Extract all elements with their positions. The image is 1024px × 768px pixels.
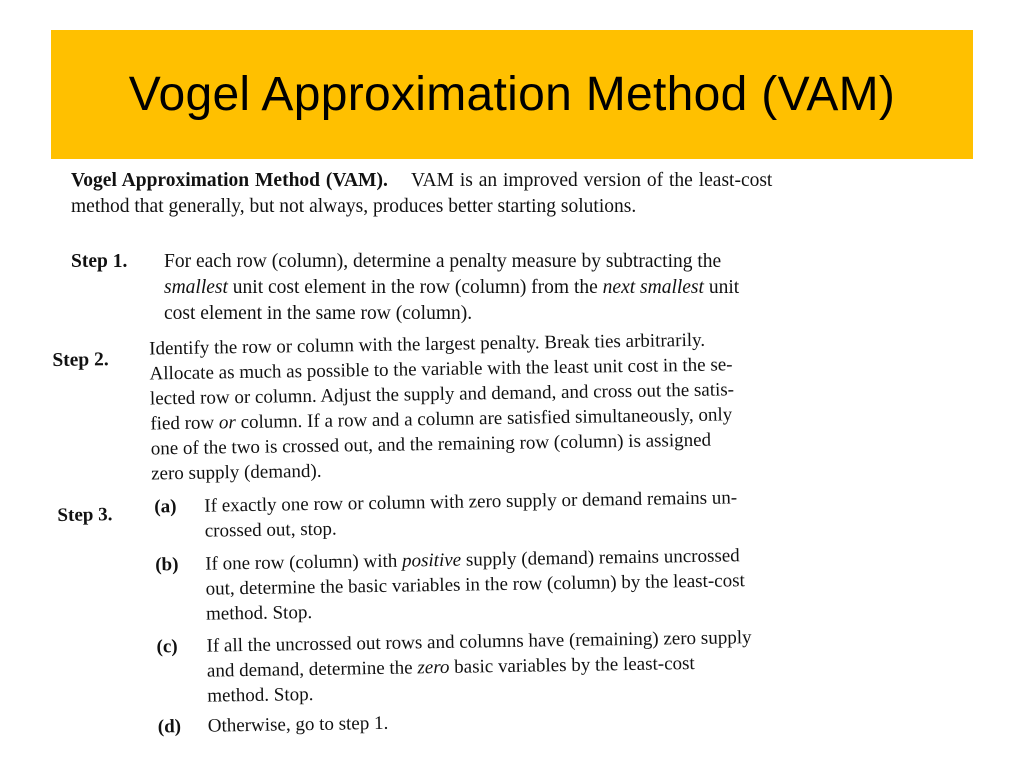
step-2-line-1: Identify the row or column with the largest penalty. Break ties arbitrarily. (149, 329, 706, 360)
step-2-line-6: zero supply (demand). (150, 460, 322, 485)
step-3-body-d (208, 702, 948, 739)
step-3-mark-c: (c) (156, 636, 178, 658)
step-3-body-c (206, 622, 947, 709)
step-2-line-4-post: column. If a row and a column are satisfied simultaneously, only (235, 404, 733, 434)
step-3-c-line-1: If all the uncrossed out rows and columns have (remaining) zero supply (206, 627, 752, 657)
step-3-label: Step 3. (57, 504, 113, 526)
step-3-a-line-2: crossed out, stop. (204, 518, 337, 542)
step-2-line-4-pre: fied row (150, 412, 220, 435)
step-1-line-1: For each row (column), determine a penalty measure by subtracting the (164, 251, 722, 272)
intro-line-2: method that generally, but not always, produces better starting solutions. (71, 196, 637, 217)
step-3-c-line-2-pre: and demand, determine the (206, 657, 418, 682)
step-3-c-line-3: method. Stop. (207, 683, 314, 707)
step-2-label: Step 2. (52, 349, 109, 371)
step-3-mark-b: (b) (155, 554, 179, 576)
intro-paragraph (71, 168, 961, 220)
step-3-body-b (205, 540, 946, 627)
step-1-line-2 (164, 275, 934, 301)
step-2-line-3: lected row or column. Adjust the supply and demand, and cross out the satis- (149, 379, 735, 410)
intro-line-1-text: VAM is an improved version of the least-cost (410, 170, 773, 191)
step-1-line-2-mid: unit cost element in the row (column) from the (227, 277, 603, 298)
step-1-line-2-end: unit (703, 277, 740, 298)
step-1-em-smallest: smallest (164, 277, 228, 298)
step-1-label: Step 1. (71, 251, 128, 272)
slide-title: Vogel Approximation Method (VAM) (128, 68, 896, 121)
step-1-text (164, 249, 934, 327)
step-3-c-line-2-post: basic variables by the least-cost (449, 653, 695, 678)
step-3-b-em-positive: positive (401, 549, 462, 572)
step-2-line-2: Allocate as much as possible to the variable with the least unit cost in the se- (149, 354, 733, 385)
title-banner (51, 30, 973, 159)
step-3-mark-d: (d) (157, 716, 182, 738)
step-3-b-line-1-pre: If one row (column) with (205, 550, 403, 575)
step-1-line-3: cost element in the same row (column). (164, 303, 473, 324)
step-3-mark-a: (a) (154, 496, 177, 518)
step-3-c-em-zero: zero (417, 656, 450, 679)
step-1-em-next-smallest: next smallest (602, 277, 704, 298)
intro-line-1 (71, 168, 961, 194)
step-3-a-line-1: If exactly one row or column with zero supply or demand remains un- (204, 487, 738, 517)
step-3-body-a (204, 482, 945, 544)
step-3-b-line-2: out, determine the basic variables in the row (column) by the least-cost (205, 570, 745, 600)
intro-heading: Vogel Approximation Method (VAM). (71, 170, 388, 191)
step-3-b-line-3: method. Stop. (205, 602, 313, 625)
step-2-em-or: or (218, 412, 237, 434)
step-2-text (149, 324, 951, 487)
step-3-b-line-1-post: supply (demand) remains uncrossed (460, 545, 740, 571)
step-2-line-5: one of the two is crossed out, and the remaining row (column) is assigned (150, 429, 712, 460)
step-3-d-line-1: Otherwise, go to step 1. (207, 712, 389, 737)
